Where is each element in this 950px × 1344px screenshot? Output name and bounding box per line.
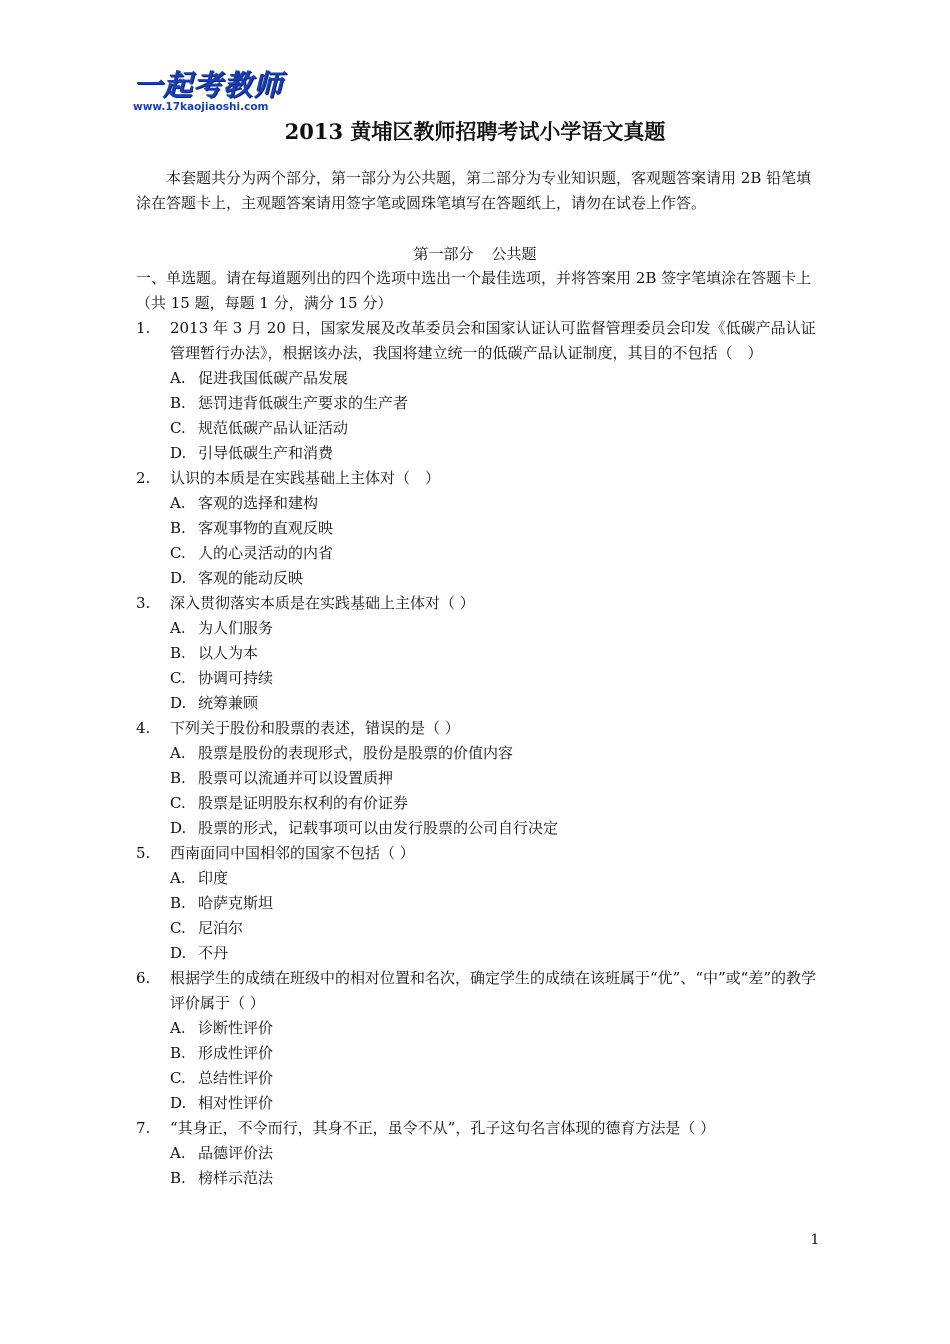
- option-text: 尼泊尔: [198, 919, 244, 937]
- question-6: [136, 966, 816, 1016]
- page-number: 1: [810, 1232, 820, 1248]
- option-item: [136, 691, 816, 716]
- option-item: [136, 1141, 816, 1166]
- option-text: 促进我国低碳产品发展: [198, 369, 349, 387]
- option-text: 惩罚违背低碳生产要求的生产者: [198, 394, 409, 412]
- option-text: 人的心灵活动的内省: [198, 544, 334, 562]
- section-name: 公共题: [491, 245, 537, 263]
- question-text: “其身正，不令而行，其身不正，虽令不从”，孔子这句名言体现的德育方法是（ ）: [170, 1119, 716, 1137]
- option-text: 诊断性评价: [198, 1019, 274, 1037]
- question-number: 5.: [136, 844, 151, 862]
- option-letter: A.: [170, 1144, 186, 1162]
- option-item: [136, 1041, 816, 1066]
- option-text: 哈萨克斯坦: [198, 894, 274, 912]
- option-text: 以人为本: [198, 644, 259, 662]
- option-item: [136, 766, 816, 791]
- option-item: [136, 891, 816, 916]
- option-text: 总结性评价: [198, 1069, 274, 1087]
- logo-name: 一起考教师: [133, 68, 284, 102]
- option-text: 客观的选择和建构: [198, 494, 319, 512]
- option-item: [136, 541, 816, 566]
- option-item: [136, 1166, 816, 1191]
- option-text: 为人们服务: [198, 619, 274, 637]
- option-text: 统筹兼顾: [198, 694, 259, 712]
- question-1: [136, 316, 816, 366]
- option-text: 相对性评价: [198, 1094, 274, 1112]
- question-5: [136, 841, 816, 866]
- option-text: 规范低碳产品认证活动: [198, 419, 349, 437]
- option-letter: B.: [170, 769, 186, 787]
- option-item: [136, 366, 816, 391]
- option-letter: D.: [170, 944, 187, 962]
- option-letter: B.: [170, 894, 186, 912]
- intro-paragraph: 本套题共分为两个部分，第一部分为公共题，第二部分为专业知识题，客观题答案请用 2B 铅笔填涂在答题卡上，主观题答案请用签字笔或圆珠笔填写在答题纸上，请勿在试卷上作答。: [136, 169, 812, 212]
- option-letter: A.: [170, 369, 186, 387]
- option-item: [136, 416, 816, 441]
- option-letter: A.: [170, 744, 186, 762]
- option-letter: C.: [170, 794, 186, 812]
- option-item: [136, 491, 816, 516]
- option-text: 客观事物的直观反映: [198, 519, 334, 537]
- question-number: 4.: [136, 719, 151, 737]
- option-item: [136, 791, 816, 816]
- option-item: [136, 441, 816, 466]
- option-text: 客观的能动反映: [198, 569, 304, 587]
- option-item: [136, 1066, 816, 1091]
- option-letter: C.: [170, 1069, 186, 1087]
- option-text: 榜样示范法: [198, 1169, 274, 1187]
- question-type-heading: 一、单选题。请在每道题列出的四个选项中选出一个最佳选项，并将答案用 2B 签字笔填涂在答题卡上（共 15 题，每题 1 分，满分 15 分）: [136, 269, 812, 312]
- site-logo: [133, 70, 308, 114]
- question-number: 3.: [136, 594, 151, 612]
- question-text: 深入贯彻落实本质是在实践基础上主体对（ ）: [170, 594, 475, 612]
- option-item: [136, 741, 816, 766]
- option-item: [136, 1091, 816, 1116]
- option-text: 股票的形式，记载事项可以由发行股票的公司自行决定: [198, 819, 559, 837]
- question-number: 7.: [136, 1119, 151, 1137]
- option-letter: B.: [170, 394, 186, 412]
- option-letter: A.: [170, 1019, 186, 1037]
- option-letter: D.: [170, 569, 187, 587]
- option-item: [136, 516, 816, 541]
- question-number: 1.: [136, 319, 151, 337]
- question-list: [136, 316, 816, 1191]
- logo-url: www.17kaojiaoshi.com: [133, 101, 269, 113]
- option-text: 引导低碳生产和消费: [198, 444, 334, 462]
- option-item: [136, 616, 816, 641]
- option-letter: A.: [170, 619, 186, 637]
- option-item: [136, 666, 816, 691]
- option-item: [136, 1016, 816, 1041]
- question-text: 西南面同中国相邻的国家不包括（ ）: [170, 844, 415, 862]
- option-item: [136, 641, 816, 666]
- question-4: [136, 716, 816, 741]
- question-number: 6.: [136, 969, 151, 987]
- option-text: 协调可持续: [198, 669, 274, 687]
- option-item: [136, 866, 816, 891]
- question-2: [136, 466, 816, 491]
- option-text: 股票可以流通并可以设置质押: [198, 769, 394, 787]
- option-item: [136, 916, 816, 941]
- option-text: 不丹: [198, 944, 229, 962]
- option-letter: C.: [170, 669, 186, 687]
- option-item: [136, 566, 816, 591]
- option-letter: B.: [170, 1169, 186, 1187]
- page-title: 2013 黄埔区教师招聘考试小学语文真题: [284, 119, 666, 144]
- option-text: 股票是证明股东权利的有价证券: [198, 794, 409, 812]
- option-letter: D.: [170, 1094, 187, 1112]
- option-letter: D.: [170, 444, 187, 462]
- option-item: [136, 816, 816, 841]
- option-item: [136, 941, 816, 966]
- option-letter: B.: [170, 644, 186, 662]
- option-letter: C.: [170, 544, 186, 562]
- question-number: 2.: [136, 469, 151, 487]
- option-text: 股票是股份的表现形式，股份是股票的价值内容: [198, 744, 514, 762]
- option-text: 品德评价法: [198, 1144, 274, 1162]
- option-letter: A.: [170, 869, 186, 887]
- option-letter: D.: [170, 819, 187, 837]
- question-text: 2013 年 3 月 20 日，国家发展及改革委员会和国家认证认可监督管理委员会印发《低碳产品认证管理暂行办法》，根据该办法，我国将建立统一的低碳产品认证制度，其目的不包括（ ）: [170, 319, 816, 362]
- question-3: [136, 591, 816, 616]
- option-letter: D.: [170, 694, 187, 712]
- option-item: [136, 391, 816, 416]
- question-text: 认识的本质是在实践基础上主体对（ ）: [170, 469, 441, 487]
- question-text: 根据学生的成绩在班级中的相对位置和名次，确定学生的成绩在该班属于“优”、“中”或“差”的教学评价属于（ ）: [170, 969, 817, 1012]
- question-7: [136, 1116, 816, 1141]
- option-text: 形成性评价: [198, 1044, 274, 1062]
- option-letter: A.: [170, 494, 186, 512]
- section-part: 第一部分: [413, 245, 474, 263]
- option-letter: C.: [170, 419, 186, 437]
- option-letter: B.: [170, 1044, 186, 1062]
- option-text: 印度: [198, 869, 229, 887]
- section-heading: [0, 242, 950, 267]
- option-letter: C.: [170, 919, 186, 937]
- option-letter: B.: [170, 519, 186, 537]
- question-text: 下列关于股份和股票的表述，错误的是（ ）: [170, 719, 460, 737]
